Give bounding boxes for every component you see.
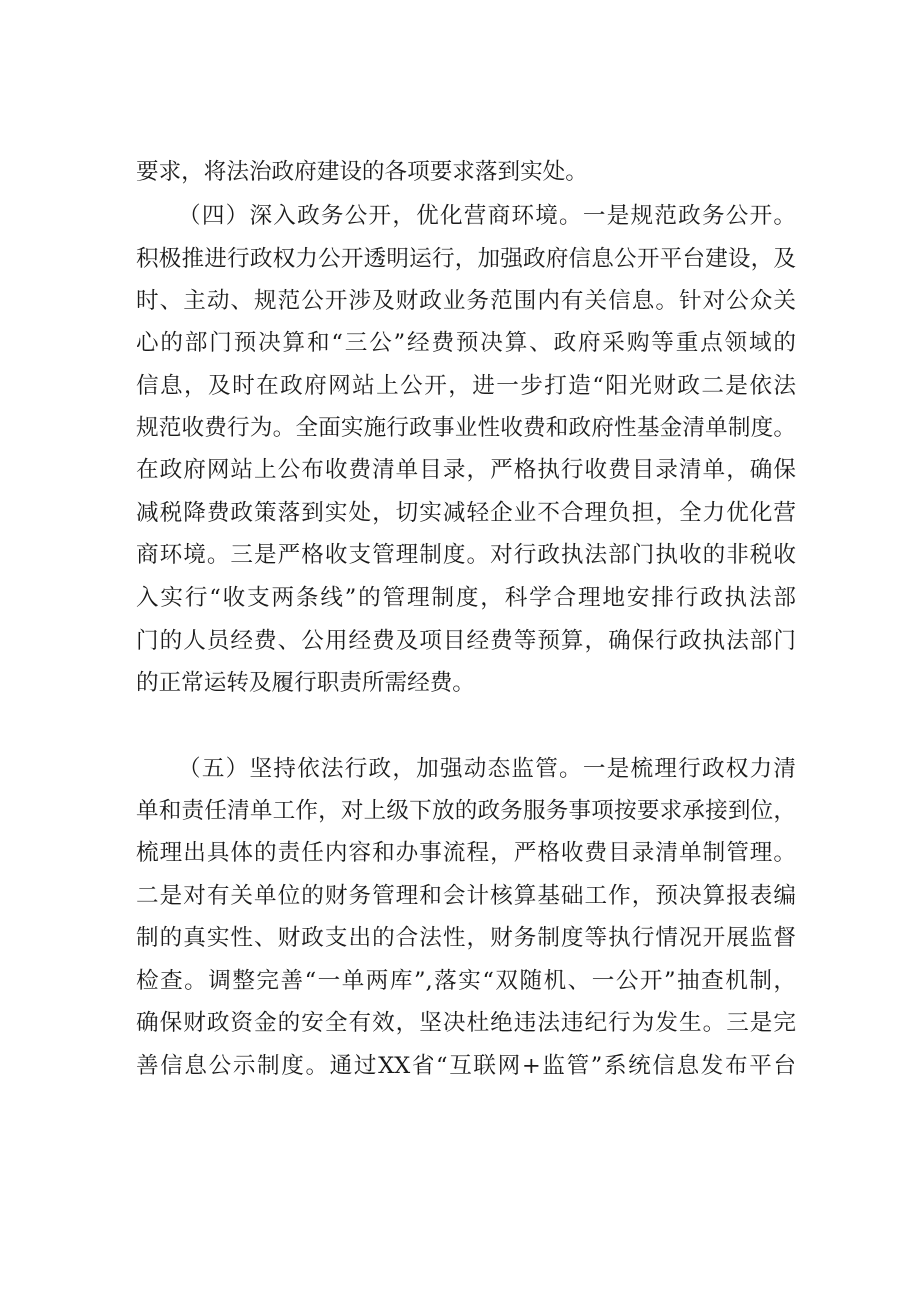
paragraph-line: 规范收费行为。全面实施行政事业性收费和政府性基金清单制度。 (136, 415, 796, 441)
paragraph-line: 制的真实性、财政支出的合法性，财务制度等执行情况开展监督 (136, 925, 796, 951)
paragraph-line: 要求，将法治政府建设的各项要求落到实处。 (136, 159, 588, 185)
paragraph-line: 二是对有关单位的财务管理和会计核算基础工作，预决算报表编 (136, 883, 796, 909)
paragraph-line: 的正常运转及履行职责所需经费。 (136, 670, 475, 696)
paragraph-line: 信息，及时在政府网站上公开，进一步打造“阳光财政二是依法 (136, 373, 796, 399)
paragraph-line: 确保财政资金的安全有效，坚决杜绝违法违纪行为发生。三是完 (136, 1010, 796, 1036)
paragraph-line: 门的人员经费、公用经费及项目经费等预算，确保行政执法部门 (136, 628, 796, 654)
paragraph-line: 心的部门预决算和“三公”经费预决算、政府采购等重点领域的 (136, 330, 796, 356)
section-heading-line: （五）坚持依法行政，加强动态监管。一是梳理行政权力清 (178, 756, 796, 782)
paragraph-line: 时、主动、规范公开涉及财政业务范围内有关信息。针对公众关 (136, 288, 796, 314)
paragraph-line: 梳理出具体的责任内容和办事流程，严格收费目录清单制管理。 (136, 840, 796, 866)
paragraph-line: 入实行“收支两条线”的管理制度，科学合理地安排行政执法部 (136, 585, 796, 611)
paragraph-line: 检查。调整完善“一单两库”,落实“双随机、一公开”抽查机制， (136, 968, 796, 994)
paragraph-line: 在政府网站上公布收费清单目录，严格执行收费目录清单，确保 (136, 457, 796, 483)
paragraph-line: 积极推进行政权力公开透明运行，加强政府信息公开平台建设，及 (136, 246, 796, 272)
paragraph-line: 善信息公示制度。通过XX省“互联网+监管”系统信息发布平台 (136, 1053, 796, 1079)
paragraph-line: 商环境。三是严格收支管理制度。对行政执法部门执收的非税收 (136, 542, 796, 568)
section-heading-line: （四）深入政务公开，优化营商环境。一是规范政务公开。 (178, 203, 796, 229)
paragraph-line: 减税降费政策落到实处，切实减轻企业不合理负担，全力优化营 (136, 500, 796, 526)
paragraph-line: 单和责任清单工作，对上级下放的政务服务事项按要求承接到位， (136, 798, 796, 824)
